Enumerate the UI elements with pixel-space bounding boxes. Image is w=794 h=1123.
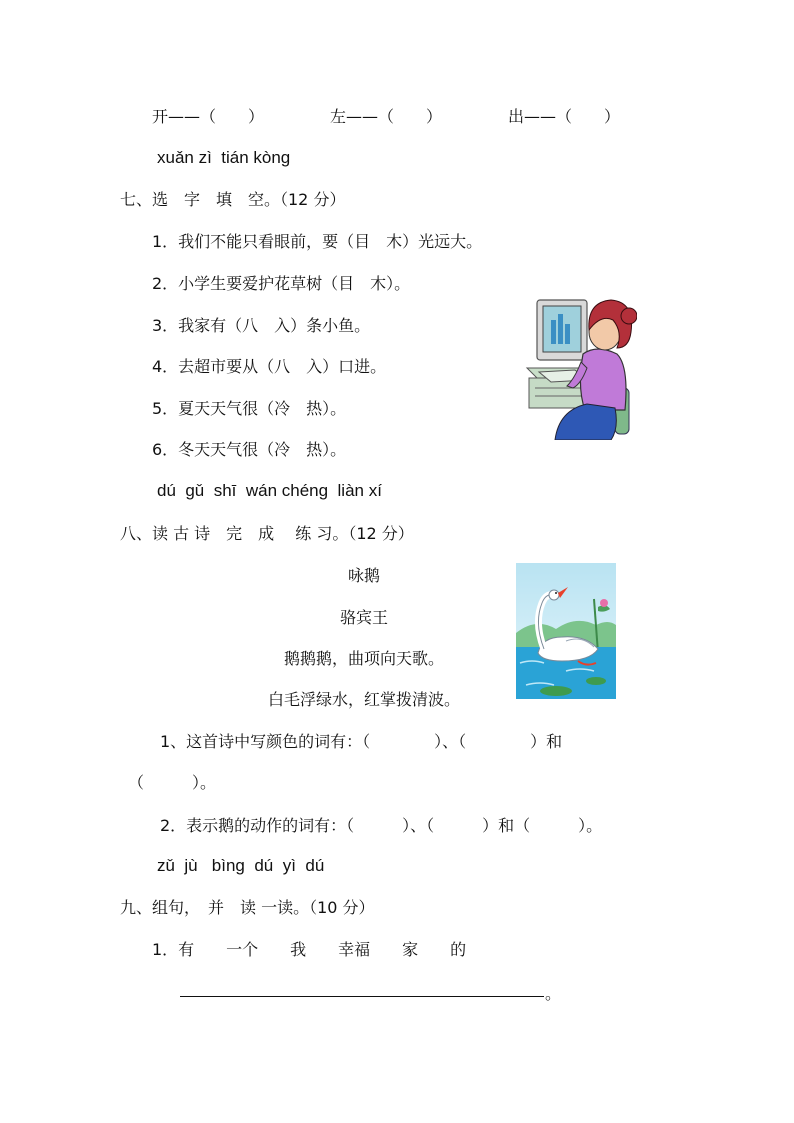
- section7-item-1: 1．我们不能只看眼前，要（目 木）光远大。: [152, 232, 483, 251]
- section8-question-2: 2．表示鹅的动作的词有：（ ）、（ ）和（ ）。: [160, 816, 603, 835]
- section8-pinyin: dú gǔ shī wán chéng liàn xí: [157, 481, 382, 500]
- section9-pinyin: zǔ jù bìng dú yì dú: [157, 856, 325, 875]
- woman-computer-illustration: [525, 292, 637, 440]
- antonym-item-3: 出——（ ）: [508, 107, 621, 126]
- section7-item-5: 5．夏天天气很（冷 热）。: [152, 399, 347, 418]
- antonym-item-1: 开——（ ）: [152, 107, 265, 126]
- answer-line-period: 。: [545, 984, 562, 1003]
- poem-title: 咏鹅: [347, 566, 380, 585]
- answer-line[interactable]: [180, 996, 544, 997]
- poem-line-1: 鹅鹅鹅，曲项向天歌。: [283, 649, 444, 668]
- section9-item-1: 1．有 一个 我 幸福 家 的: [152, 940, 467, 959]
- section7-pinyin: xuǎn zì tián kòng: [157, 148, 291, 167]
- antonym-item-2: 左——（ ）: [330, 107, 443, 126]
- section8-question-1b: （ ）。: [128, 773, 217, 792]
- section7-title: 七、选 字 填 空。（12 分）: [120, 190, 346, 209]
- poem-line-2: 白毛浮绿水，红掌拨清波。: [267, 690, 460, 709]
- section7-item-2: 2．小学生要爱护花草树（目 木）。: [152, 274, 411, 293]
- section8-title: 八、读 古 诗 完 成 练 习。（12 分）: [120, 524, 414, 543]
- section7-item-3: 3．我家有（八 入）条小鱼。: [152, 316, 371, 335]
- section7-item-4: 4．去超市要从（八 入）口进。: [152, 357, 387, 376]
- section8-question-1a: 1、这首诗中写颜色的词有：（ ）、（ ）和: [160, 732, 563, 751]
- section9-title: 九、组句， 并 读 一读。（10 分）: [120, 898, 375, 917]
- poem-author: 骆宾王: [339, 608, 388, 627]
- swan-illustration: [516, 563, 616, 699]
- section7-item-6: 6．冬天天气很（冷 热）。: [152, 440, 347, 459]
